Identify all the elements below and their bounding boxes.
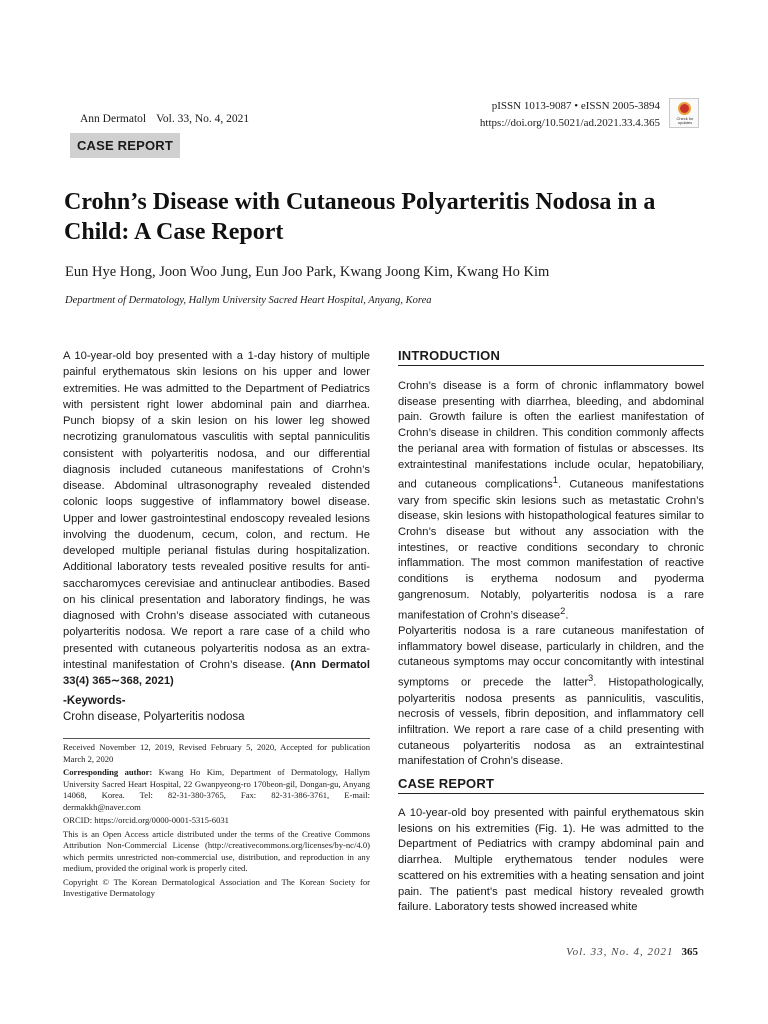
badge-label: Check for updates [676, 116, 694, 125]
introduction-paragraph-2: Polyarteritis nodosa is a rare cutaneous manifestation of inflammatory bowel disease, particularly in children, and the cutaneous symptoms may occur concomitantly with intestinal symptoms or precede the latter$^3$. Histopathologically, polyarteritis nodosa presents as panniculitis, vasculitis, necrosis of vessels, fibrin deposition, and inflammatory cell infiltration. We report a rare case of a child presenting with cutaneous polyarteritis nodosa as an extraintestinal manifestation of Crohn’s disease. [398, 625, 704, 768]
reference-1[interactable]: 1 [552, 475, 558, 486]
case-report-rule [398, 793, 704, 794]
article-title: Crohn’s Disease with Cutaneous Polyarteritis Nodosa in a Child: A Case Report [64, 189, 656, 245]
received-dates: Received November 12, 2019, Revised February 5, 2020, Accepted for publication March 2, 2020 [63, 742, 370, 764]
running-header [80, 113, 249, 125]
copyright-statement: Copyright © The Korean Dermatological Association and The Korean Society for Investigative Dermatology [63, 876, 370, 898]
journal-volume: Vol. 33, No. 4, 2021 [156, 113, 250, 125]
check-for-updates-icon [678, 102, 691, 115]
keywords-heading: -Keywords- [63, 695, 126, 707]
case-report-body [398, 806, 704, 916]
author-list: Eun Hye Hong, Joon Woo Jung, Eun Joo Park, Kwang Joong Kim, Kwang Ho Kim [65, 264, 550, 280]
journal-name: Ann Dermatol [80, 113, 147, 125]
page-number: 365 [681, 946, 698, 958]
abstract-text: A 10-year-old boy presented with a 1-day history of multiple painful erythematous skin lesions on his upper and lower extremities. He was admitted to the Department of Pediatrics with persistent right lower abdominal pain and diarrhea. Punch biopsy of a skin lesion on his lower leg showed necrotizing granulomatous vasculitis with septal panniculitis consistent with polyarteritis nodosa, and our differential diagnosis included cutaneous manifestations of Crohn’s disease. Abdominal ultrasonography revealed distended colonic loops suggestive of inflammatory bowel disease. Upper and lower gastrointestinal endoscopy revealed lesions involving the duodenum, cecum, colon, and rectum. He developed multiple perianal fistulas during hospitalization. Additional laboratory tests revealed positive results for anti-saccharomyces cerevisiae and antinuclear antibodies. Based on his clinical presentation and laboratory findings, he was diagnosed with Crohn’s disease associated with cutaneous polyarteritis nodosa. We report a rare case of a child who presented with cutaneous polyarteritis nodosa as an extra-intestinal manifestation of Crohn’s disease. [63, 350, 370, 671]
affiliation: Department of Dermatology, Hallym University Sacred Heart Hospital, Anyang, Korea [65, 295, 432, 306]
reference-2[interactable]: 2 [560, 605, 566, 616]
abstract [63, 348, 370, 689]
case-report-heading: CASE REPORT [398, 776, 495, 791]
introduction-paragraph-1: Crohn’s disease is a form of chronic inflammatory bowel disease presenting with diarrhea, bleeding, and abdominal pain. Growth failure is often the earliest manifestation of Crohn’s disease in children. This condition commonly affects the perianal area with formation of fistulas or abscesses. Its extraintestinal manifestations include ocular, hepatobiliary, and cutaneous complications$^1$. Cutaneous manifestations vary from specific skin lesions such as metastatic Crohn’s disease, skin lesions with histopathological features similar to Crohn’s disease but without any association with the intestines, or reactive conditions secondary to chronic inflammation. The most common manifestation of reactive conditions is erythema nodosum and pyoderma gangrenosum. Notably, polyarteritis nodosa is a rare manifestation of Crohn’s disease$^2$. [398, 380, 704, 622]
page-footer [566, 946, 698, 958]
notes-divider [63, 738, 370, 739]
keywords-text: Crohn disease, Polyarteritis nodosa [63, 711, 245, 723]
issn-text: pISSN 1013-9087 • eISSN 2005-3894 [491, 100, 660, 112]
article-type-label: CASE REPORT [70, 133, 180, 158]
corresponding-author [63, 767, 370, 813]
orcid: ORCID: https://orcid.org/0000-0001-5315-6031 [63, 815, 229, 825]
check-for-updates-badge[interactable] [669, 98, 699, 128]
issn-doi-block [480, 98, 660, 132]
corresponding-details: Kwang Ho Kim, Department of Dermatology, Hallym University Sacred Heart Hospital, 22 Gwanpyeong-ro 170beon-gil, Dongan-gu, Anyang 14068, Korea. Tel: 82-31-380-3765, Fax: 82-31-386-3761, E-mail: dermakkh@naver.com [63, 767, 370, 812]
corresponding-label: Corresponding author: [63, 767, 153, 777]
license-statement: This is an Open Access article distributed under the terms of the Creative Commons Attribution Non-Commercial License (http://creativecommons.org/licenses/by-nc/4.0) which permits unrestricted non-commercial use, distribution, and reproduction in any medium, provided the original work is properly cited. [63, 828, 370, 873]
introduction-heading: INTRODUCTION [398, 348, 501, 363]
case-report-paragraph: A 10-year-old boy presented with painful erythematous skin lesions on his extremities (Fig. 1). He was admitted to the Department of Pediatrics with crampy abdominal pain and diarrhea. Multiple erythematous tender nodules were scattered on his extremities with a heating sensation and joint pain. The patient’s past medical history revealed growth failure. Laboratory tests showed increased white [398, 807, 704, 914]
introduction-body [398, 379, 704, 770]
introduction-rule [398, 365, 704, 366]
article-notes [63, 742, 370, 902]
abstract-citation: (Ann Dermatol 33(4) 365∼368, 2021) [63, 658, 370, 687]
doi-link[interactable]: https://doi.org/10.5021/ad.2021.33.4.365 [479, 117, 660, 129]
reference-3[interactable]: 3 [588, 673, 594, 684]
footer-journal: Vol. 33, No. 4, 2021 [566, 946, 674, 958]
